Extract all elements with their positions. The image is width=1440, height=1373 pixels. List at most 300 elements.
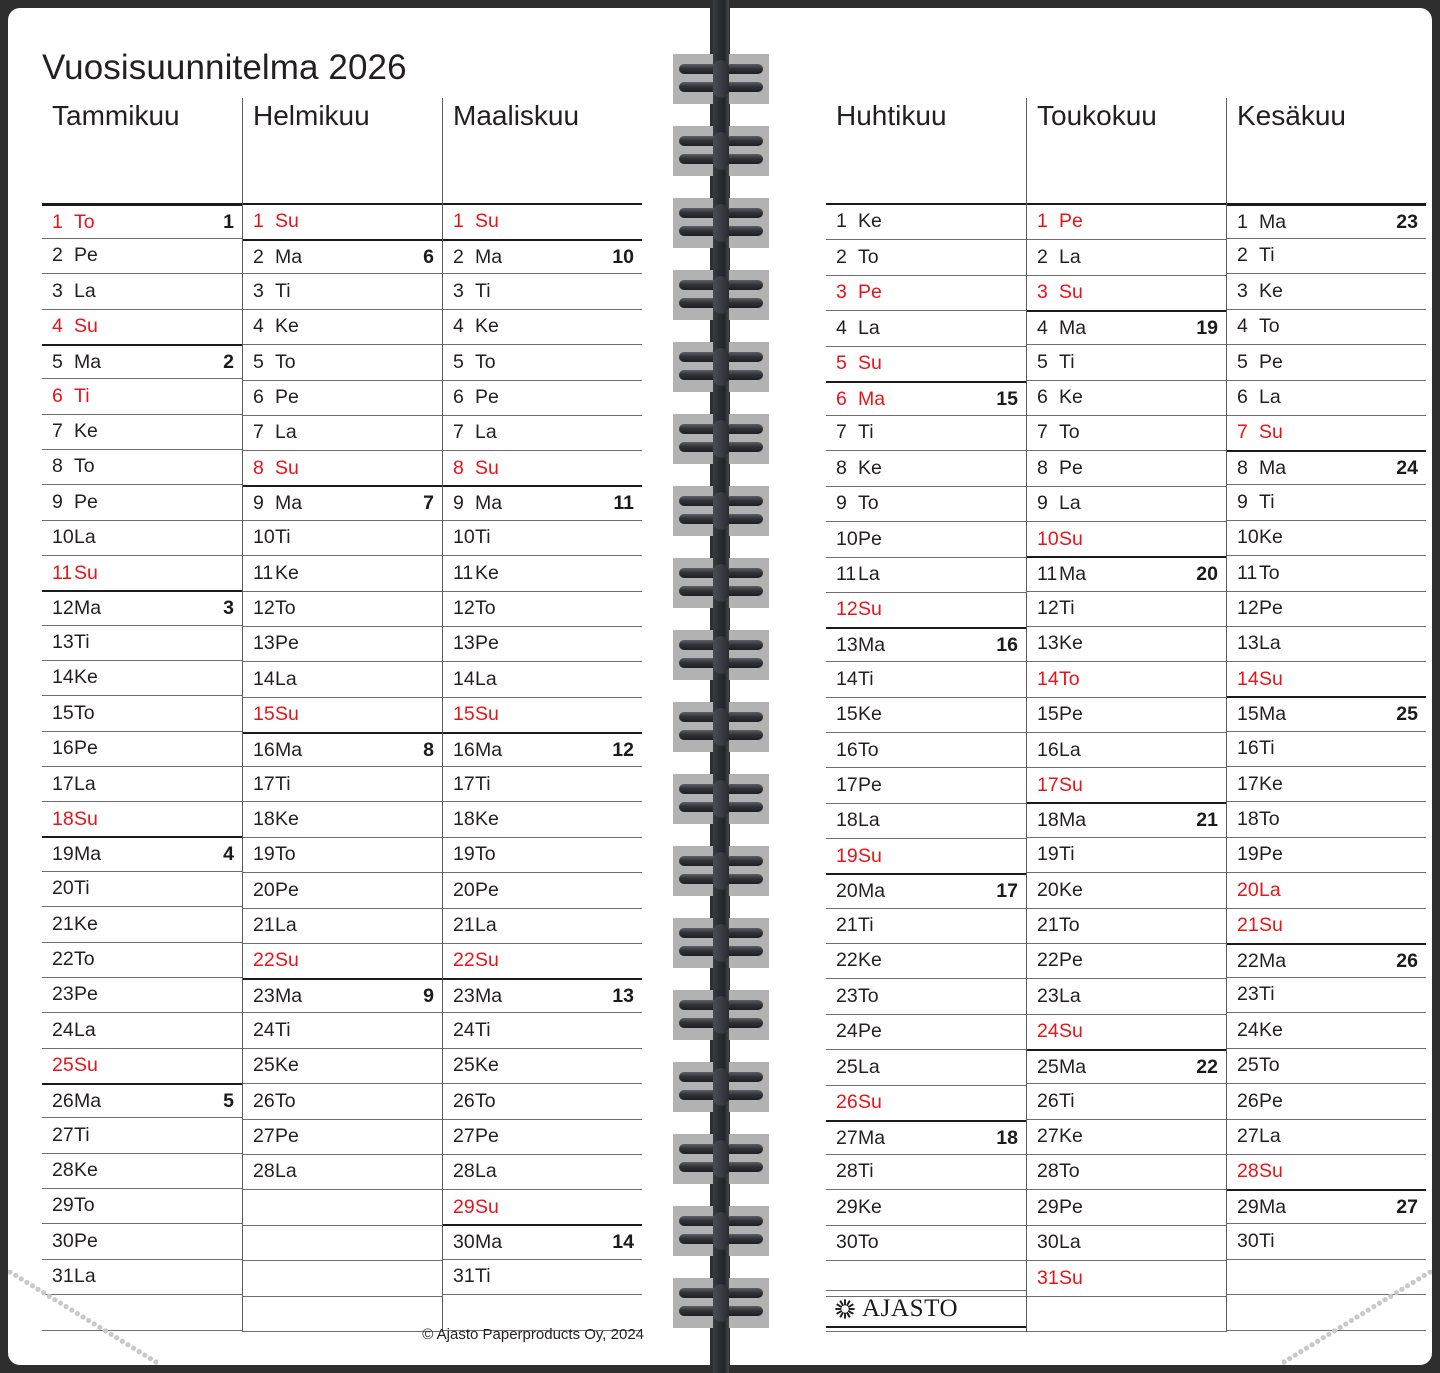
day-row[interactable]	[1027, 451, 1226, 486]
day-row[interactable]	[1227, 838, 1426, 873]
day-row[interactable]	[1227, 521, 1426, 556]
day-row[interactable]	[1027, 838, 1226, 873]
day-row[interactable]	[1027, 1226, 1226, 1261]
week-number: 8	[423, 738, 434, 761]
day-row[interactable]	[1027, 522, 1226, 557]
day-label: 7 Ti	[836, 421, 874, 444]
day-row[interactable]	[1027, 276, 1226, 311]
day-row[interactable]	[443, 909, 642, 944]
day-row[interactable]	[1027, 310, 1226, 345]
day-row[interactable]	[1027, 802, 1226, 837]
day-row[interactable]	[1027, 909, 1226, 944]
day-row[interactable]	[42, 450, 242, 485]
day-row[interactable]	[1227, 732, 1426, 767]
day-row[interactable]	[42, 379, 242, 414]
binding-ring	[673, 988, 769, 1042]
day-row[interactable]	[1027, 381, 1226, 416]
day-row[interactable]	[1227, 1084, 1426, 1119]
day-row[interactable]	[443, 1049, 642, 1084]
day-row[interactable]	[243, 1155, 442, 1190]
day-row[interactable]	[826, 698, 1026, 733]
day-row[interactable]	[42, 943, 242, 978]
day-row[interactable]	[42, 204, 242, 239]
day-row[interactable]	[826, 662, 1026, 697]
day-row[interactable]	[1027, 979, 1226, 1014]
day-row[interactable]	[243, 802, 442, 837]
day-label: 18Ma	[1037, 809, 1087, 832]
day-row[interactable]	[42, 978, 242, 1013]
month-heading: Huhtikuu	[836, 100, 947, 131]
month-heading: Kesäkuu	[1237, 100, 1346, 131]
day-label: 27Ke	[1037, 1125, 1083, 1148]
day-label: 12To	[453, 596, 496, 619]
day-row[interactable]	[42, 590, 242, 625]
day-row[interactable]	[443, 274, 642, 309]
day-row[interactable]	[42, 1154, 242, 1189]
day-row[interactable]	[443, 838, 642, 873]
day-label: 12To	[253, 596, 296, 619]
day-row[interactable]	[1227, 1155, 1426, 1190]
day-row[interactable]	[443, 556, 642, 591]
day-row[interactable]	[243, 205, 442, 240]
day-row[interactable]	[243, 662, 442, 697]
binding-ring	[673, 196, 769, 250]
day-label: 27La	[1237, 1125, 1281, 1148]
day-row[interactable]	[443, 239, 642, 274]
day-row[interactable]	[1227, 767, 1426, 802]
day-label: 22To	[52, 948, 95, 971]
day-row[interactable]	[1027, 556, 1226, 591]
day-row[interactable]	[243, 698, 442, 733]
day-label: 8 Pe	[1037, 456, 1083, 479]
day-row[interactable]	[1227, 627, 1426, 662]
day-row[interactable]	[443, 310, 642, 345]
day-row[interactable]	[826, 276, 1026, 311]
day-row[interactable]	[443, 345, 642, 380]
day-row[interactable]	[1227, 943, 1426, 978]
day-row[interactable]	[243, 767, 442, 802]
day-label: 31Ti	[453, 1265, 491, 1288]
day-row[interactable]	[243, 485, 442, 520]
day-row[interactable]	[826, 451, 1026, 486]
day-label: 27Pe	[453, 1125, 499, 1148]
day-row[interactable]	[42, 415, 242, 450]
day-row[interactable]	[1227, 345, 1426, 380]
day-row[interactable]	[826, 944, 1026, 979]
day-row[interactable]	[42, 1049, 242, 1084]
day-row[interactable]	[243, 416, 442, 451]
day-row[interactable]	[243, 521, 442, 556]
day-row[interactable]	[826, 487, 1026, 522]
day-row[interactable]	[1027, 1120, 1226, 1155]
day-row[interactable]	[1027, 205, 1226, 240]
day-row[interactable]	[443, 521, 642, 556]
week-number: 16	[996, 633, 1018, 656]
binding-ring	[673, 556, 769, 610]
day-row[interactable]	[826, 627, 1026, 662]
day-label: 22Ke	[836, 949, 882, 972]
day-row[interactable]	[1227, 1013, 1426, 1048]
day-label: 16Ma	[453, 738, 503, 761]
day-row[interactable]	[443, 1260, 642, 1295]
day-row[interactable]	[243, 239, 442, 274]
day-label: 25La	[836, 1055, 880, 1078]
day-row[interactable]	[1227, 873, 1426, 908]
day-label: 24Ti	[253, 1018, 291, 1041]
day-row[interactable]	[1227, 802, 1426, 837]
day-row[interactable]	[1227, 592, 1426, 627]
week-number: 2	[223, 350, 234, 373]
day-row[interactable]	[826, 979, 1026, 1014]
day-label: 28La	[253, 1160, 297, 1183]
day-row[interactable]	[826, 909, 1026, 944]
day-row[interactable]	[1027, 1049, 1226, 1084]
day-label: 7 Su	[1237, 421, 1283, 444]
day-row[interactable]	[243, 627, 442, 662]
day-label: 21La	[253, 914, 297, 937]
day-row[interactable]	[243, 1013, 442, 1048]
month-column	[1026, 98, 1226, 1332]
month-column	[826, 98, 1026, 1332]
day-row[interactable]	[443, 1224, 642, 1259]
day-row[interactable]	[443, 1013, 642, 1048]
day-row[interactable]	[42, 1013, 242, 1048]
week-number: 11	[613, 492, 634, 515]
day-row[interactable]	[826, 1190, 1026, 1225]
day-row[interactable]	[1227, 1224, 1426, 1259]
day-label: 24La	[52, 1018, 96, 1041]
day-label: 4 Ke	[453, 315, 499, 338]
day-row[interactable]	[1027, 592, 1226, 627]
day-row[interactable]	[443, 1120, 642, 1155]
day-rows	[1027, 203, 1226, 1332]
day-label: 30La	[1037, 1231, 1081, 1254]
day-row[interactable]	[826, 205, 1026, 240]
day-row[interactable]	[826, 311, 1026, 346]
day-row[interactable]	[826, 593, 1026, 628]
day-label: 5 To	[253, 350, 296, 373]
day-row[interactable]	[1027, 487, 1226, 522]
day-row[interactable]	[443, 451, 642, 486]
day-label: 23La	[1037, 984, 1081, 1007]
binding-ring	[673, 1204, 769, 1258]
day-label: 12Pe	[1237, 596, 1283, 619]
day-row[interactable]	[443, 732, 642, 767]
day-row[interactable]	[443, 416, 642, 451]
month-column	[442, 98, 642, 1332]
day-row[interactable]	[1227, 274, 1426, 309]
day-row[interactable]	[243, 592, 442, 627]
day-row[interactable]	[826, 1226, 1026, 1261]
day-row[interactable]	[443, 1155, 642, 1190]
day-row[interactable]	[1227, 696, 1426, 731]
day-label: 14Su	[1237, 667, 1283, 690]
right-page	[730, 8, 1432, 1365]
day-label: 19Ma	[52, 843, 102, 866]
day-row[interactable]	[1027, 698, 1226, 733]
day-row[interactable]	[1227, 450, 1426, 485]
day-row[interactable]	[826, 1086, 1026, 1121]
day-row[interactable]	[42, 907, 242, 942]
week-number: 18	[996, 1126, 1018, 1149]
day-label: 9 To	[836, 492, 879, 515]
day-label: 23Ma	[453, 984, 503, 1007]
day-row[interactable]	[1027, 1190, 1226, 1225]
day-row[interactable]	[243, 274, 442, 309]
day-label: 22Su	[453, 949, 499, 972]
day-label: 9 Pe	[52, 490, 98, 513]
day-label: 6 Pe	[253, 386, 299, 408]
day-label: 13Ke	[1037, 632, 1083, 655]
day-label: 22Ma	[1237, 949, 1287, 972]
day-row[interactable]	[826, 522, 1026, 557]
day-row[interactable]	[1227, 381, 1426, 416]
day-row[interactable]	[42, 344, 242, 379]
day-label: 10La	[52, 526, 96, 549]
day-label: 8 Su	[453, 456, 499, 479]
day-row[interactable]	[826, 873, 1026, 908]
day-label: 18Su	[52, 807, 98, 830]
day-label: 8 To	[52, 455, 95, 478]
day-row[interactable]	[1227, 204, 1426, 239]
day-row[interactable]	[826, 558, 1026, 593]
day-row[interactable]	[42, 626, 242, 661]
day-row[interactable]	[42, 239, 242, 274]
day-label: 13La	[1237, 632, 1281, 655]
day-label: 20Ke	[1037, 878, 1083, 901]
day-row[interactable]	[1227, 1120, 1426, 1155]
day-label: 16To	[836, 738, 879, 761]
day-label: 25Ke	[253, 1054, 299, 1077]
day-row[interactable]	[1227, 485, 1426, 520]
day-label: 11Ke	[453, 561, 499, 584]
day-row[interactable]	[42, 732, 242, 767]
copyright-notice: © Ajasto Paperproducts Oy, 2024	[422, 1326, 644, 1343]
binding-ring	[673, 700, 769, 754]
day-label: 28Ti	[836, 1160, 874, 1183]
day-label: 16Ti	[1237, 737, 1275, 760]
day-label: 5 Ma	[52, 350, 102, 373]
day-label: 15Ma	[1237, 703, 1287, 726]
day-row[interactable]	[1227, 909, 1426, 944]
day-row[interactable]	[42, 1083, 242, 1118]
day-row[interactable]	[1027, 1155, 1226, 1190]
day-row[interactable]	[443, 381, 642, 416]
day-row[interactable]	[243, 310, 442, 345]
day-row[interactable]	[826, 1015, 1026, 1050]
day-label: 17Pe	[836, 773, 882, 796]
day-row[interactable]	[443, 485, 642, 520]
day-row[interactable]	[42, 521, 242, 556]
day-row[interactable]	[1227, 310, 1426, 345]
day-label: 25To	[1237, 1054, 1280, 1077]
day-label: 24Su	[1037, 1020, 1083, 1043]
day-label: 25Ma	[1037, 1055, 1087, 1078]
week-number: 4	[223, 843, 234, 866]
month-heading: Maaliskuu	[453, 100, 580, 131]
day-row[interactable]	[1227, 662, 1426, 697]
day-label: 19To	[453, 843, 496, 866]
day-row[interactable]	[1027, 733, 1226, 768]
day-row[interactable]	[243, 451, 442, 486]
day-label: 27Pe	[253, 1125, 299, 1148]
day-row[interactable]	[1027, 768, 1226, 803]
day-row[interactable]	[443, 1190, 642, 1225]
day-row[interactable]	[826, 347, 1026, 382]
week-number: 3	[223, 597, 234, 620]
day-label: 17Ke	[1237, 772, 1283, 795]
day-row[interactable]	[1027, 944, 1226, 979]
day-row[interactable]	[826, 381, 1026, 416]
day-row[interactable]	[1227, 978, 1426, 1013]
day-row[interactable]	[443, 698, 642, 733]
day-row[interactable]	[443, 662, 642, 697]
day-row[interactable]	[1027, 1261, 1226, 1296]
day-row[interactable]	[243, 873, 442, 908]
day-row[interactable]	[1227, 239, 1426, 274]
day-label: 11To	[1237, 561, 1280, 584]
day-label: 6 Pe	[453, 386, 499, 408]
day-row[interactable]	[243, 556, 442, 591]
day-row[interactable]	[243, 381, 442, 416]
day-label: 1 To	[52, 210, 95, 233]
day-label: 24Ke	[1237, 1018, 1283, 1041]
day-label: 13Pe	[253, 632, 299, 655]
day-label: 13Ma	[836, 633, 886, 656]
week-number: 21	[1196, 809, 1218, 832]
day-row[interactable]	[243, 1084, 442, 1119]
day-row[interactable]	[1027, 345, 1226, 380]
day-row[interactable]	[42, 836, 242, 871]
day-label: 3 Ti	[453, 279, 491, 302]
day-label: 3 Su	[1037, 281, 1083, 304]
day-rows	[1227, 203, 1426, 1331]
day-label: 14La	[453, 667, 497, 690]
day-row[interactable]	[826, 839, 1026, 874]
day-label: 29Ma	[1237, 1195, 1287, 1218]
day-row[interactable]	[1027, 1015, 1226, 1050]
day-row[interactable]	[243, 1049, 442, 1084]
day-row[interactable]	[1227, 416, 1426, 451]
day-label: 30Pe	[52, 1229, 98, 1252]
day-row[interactable]	[826, 733, 1026, 768]
day-label: 18Ke	[453, 807, 499, 830]
day-row[interactable]	[42, 1260, 242, 1295]
day-row[interactable]	[1227, 1189, 1426, 1224]
day-rows	[243, 203, 442, 1332]
day-row[interactable]	[826, 1120, 1026, 1155]
week-number: 5	[223, 1089, 234, 1112]
day-label: 20La	[1237, 878, 1281, 901]
day-label: 21Su	[1237, 914, 1283, 937]
day-label: 6 Ma	[836, 387, 886, 410]
day-row[interactable]	[826, 416, 1026, 451]
week-number: 14	[612, 1231, 634, 1254]
day-row[interactable]	[1227, 1049, 1426, 1084]
binding-ring	[673, 412, 769, 466]
day-row[interactable]	[243, 944, 442, 979]
day-row[interactable]	[243, 732, 442, 767]
day-row-empty	[1027, 1297, 1226, 1332]
day-row[interactable]	[443, 944, 642, 979]
day-row[interactable]	[243, 1120, 442, 1155]
day-row[interactable]	[42, 310, 242, 345]
day-row[interactable]	[42, 767, 242, 802]
day-row[interactable]	[1027, 416, 1226, 451]
day-row[interactable]	[42, 802, 242, 837]
day-label: 22Pe	[1037, 949, 1083, 972]
day-row[interactable]	[1227, 556, 1426, 591]
day-row[interactable]	[42, 485, 242, 520]
day-row[interactable]	[243, 978, 442, 1013]
day-row[interactable]	[42, 1118, 242, 1153]
day-label: 4 To	[1237, 315, 1280, 338]
day-row[interactable]	[42, 556, 242, 591]
day-label: 2 La	[1037, 245, 1081, 268]
day-label: 12Ti	[1037, 596, 1075, 619]
day-label: 20Pe	[253, 878, 299, 901]
day-row[interactable]	[443, 802, 642, 837]
day-row[interactable]	[42, 696, 242, 731]
week-number: 17	[996, 880, 1018, 903]
day-row[interactable]	[443, 592, 642, 627]
month-column	[1226, 98, 1426, 1332]
day-row[interactable]	[826, 240, 1026, 275]
day-row[interactable]	[243, 345, 442, 380]
day-label: 19Ti	[1037, 843, 1075, 866]
day-label: 15Pe	[1037, 703, 1083, 726]
day-row[interactable]	[243, 838, 442, 873]
day-row[interactable]	[443, 1084, 642, 1119]
day-label: 19Su	[836, 844, 882, 867]
day-row[interactable]	[443, 205, 642, 240]
day-row[interactable]	[826, 804, 1026, 839]
day-label: 7 To	[1037, 421, 1080, 444]
binding-ring	[673, 1276, 769, 1330]
day-row[interactable]	[42, 274, 242, 309]
day-row[interactable]	[1027, 240, 1226, 275]
day-row[interactable]	[443, 627, 642, 662]
day-label: 11Su	[52, 561, 98, 584]
day-label: 21Ke	[52, 912, 98, 935]
day-row[interactable]	[826, 1155, 1026, 1190]
day-row[interactable]	[826, 768, 1026, 803]
day-label: 2 To	[836, 245, 879, 268]
week-number: 26	[1396, 949, 1418, 972]
day-row[interactable]	[42, 661, 242, 696]
day-label: 1 Ke	[836, 210, 882, 233]
day-row[interactable]	[1027, 627, 1226, 662]
day-row[interactable]	[42, 872, 242, 907]
day-row[interactable]	[443, 978, 642, 1013]
day-label: 2 Pe	[52, 244, 98, 267]
day-row[interactable]	[1027, 873, 1226, 908]
day-label: 15Su	[253, 703, 299, 726]
day-row[interactable]	[42, 1224, 242, 1259]
day-label: 13Ti	[52, 630, 90, 653]
day-label: 24Pe	[836, 1020, 882, 1043]
day-label: 1 Su	[253, 210, 299, 233]
day-row[interactable]	[1027, 1084, 1226, 1119]
day-row[interactable]	[443, 873, 642, 908]
day-row[interactable]	[243, 909, 442, 944]
day-label: 4 Su	[52, 315, 98, 338]
day-label: 21La	[453, 914, 497, 937]
day-row[interactable]	[826, 1050, 1026, 1085]
day-row[interactable]	[443, 767, 642, 802]
day-row[interactable]	[1027, 662, 1226, 697]
day-row[interactable]	[42, 1189, 242, 1224]
